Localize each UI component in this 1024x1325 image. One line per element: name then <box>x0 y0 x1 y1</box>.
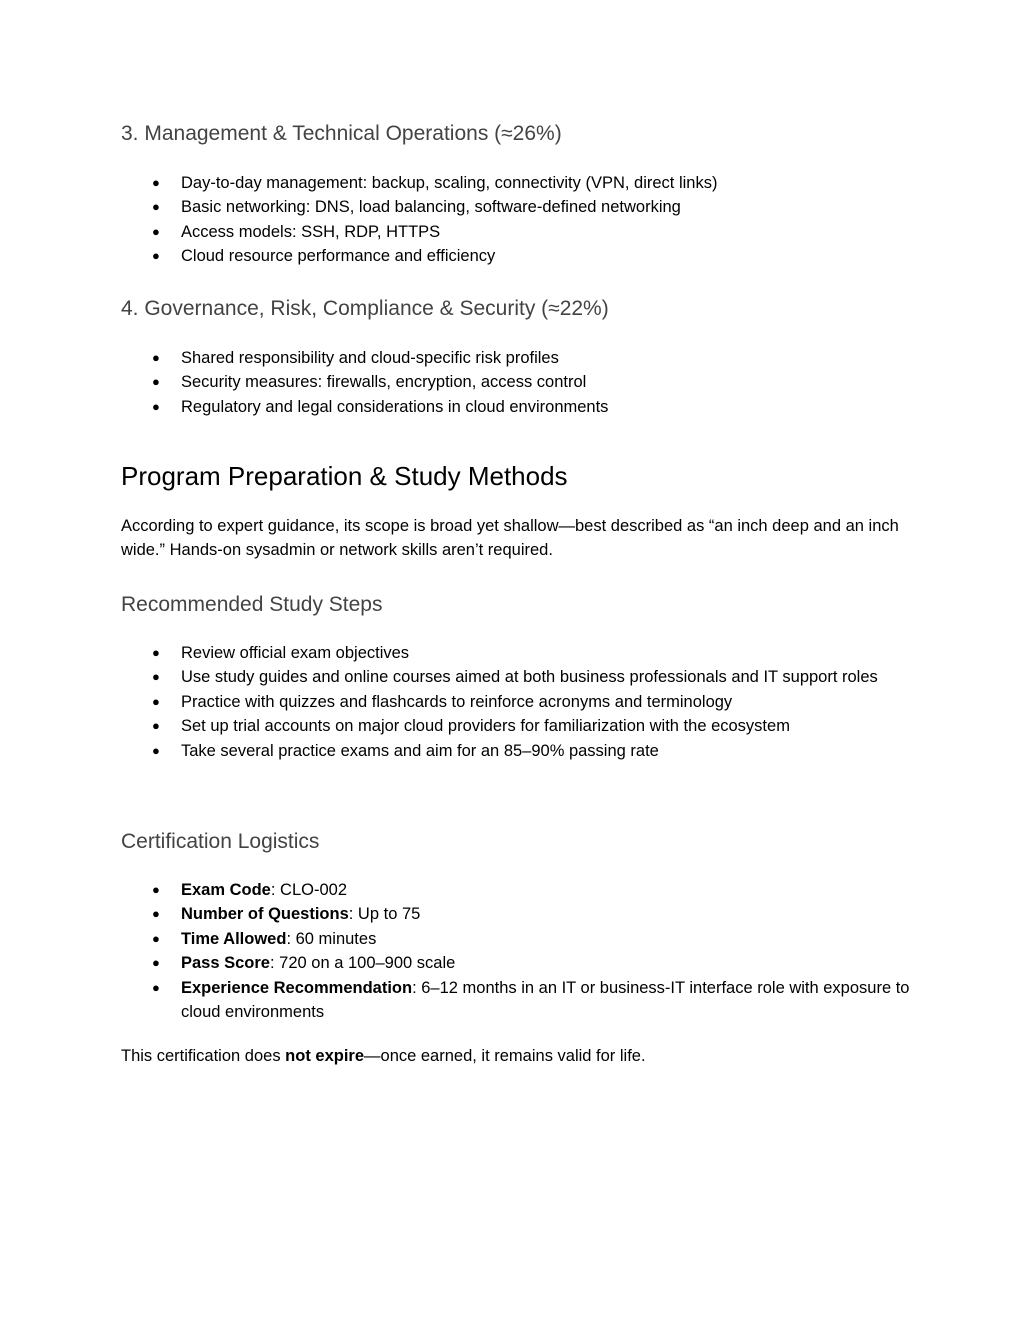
bullet-icon: ● <box>152 669 160 685</box>
item-label: Exam Code <box>181 881 271 899</box>
bullet-icon: ● <box>152 718 160 734</box>
list-item <box>121 370 921 394</box>
item-value: : Up to 75 <box>348 905 421 924</box>
list-item <box>121 714 921 738</box>
list-item-text: Set up trial accounts on major cloud providers for familiarization with the ecosystem <box>181 717 790 736</box>
section-heading-management: 3. Management & Technical Operations (≈26%) <box>121 122 562 145</box>
list-item <box>121 690 921 714</box>
bullet-list-management <box>121 171 921 269</box>
list-item <box>121 244 921 268</box>
list-item <box>121 195 921 219</box>
bullet-icon: ● <box>152 398 160 414</box>
section-heading-governance: 4. Governance, Risk, Compliance & Security (≈22%) <box>121 297 609 320</box>
list-item-text: Take several practice exams and aim for an 85–90% passing rate <box>181 741 659 760</box>
bullet-icon: ● <box>152 350 160 365</box>
closing-text-after: —once earned, it remains valid for life. <box>364 1047 646 1065</box>
list-item <box>121 902 921 926</box>
section-heading-preparation: Program Preparation & Study Methods <box>121 461 568 491</box>
item-label: Number of Questions <box>181 905 349 924</box>
list-item-text: Use study guides and online courses aimed at both business professionals and IT support roles <box>181 668 878 687</box>
closing-text-before: This certification does <box>121 1047 286 1065</box>
list-item <box>121 739 921 763</box>
list-item <box>121 927 921 951</box>
closing-text-bold: not expire <box>285 1047 365 1065</box>
bullet-icon: ● <box>152 906 160 922</box>
bullet-icon: ● <box>152 248 160 264</box>
section-heading-logistics: Certification Logistics <box>121 830 320 853</box>
bullet-list-study-steps <box>121 641 921 763</box>
item-value: : 720 on a 100–900 scale <box>269 954 456 973</box>
list-item-text: Access models: SSH, RDP, HTTPS <box>181 222 441 241</box>
list-item <box>121 878 921 902</box>
item-label: Time Allowed <box>181 929 287 948</box>
list-item-text: Practice with quizzes and flashcards to reinforce acronyms and terminology <box>181 692 733 711</box>
bullet-icon: ● <box>152 742 160 758</box>
item-label: Experience Recommendation <box>181 978 413 997</box>
section-heading-study-steps: Recommended Study Steps <box>121 593 383 616</box>
paragraph-preparation: According to expert guidance, its scope is broad yet shallow—best described as “an inch deep and an inch wide.” Hands-on sysadmin or network skills aren’t required. <box>121 517 899 560</box>
bullet-list-governance <box>121 346 921 419</box>
bullet-icon: ● <box>152 175 160 190</box>
list-item-text: Day-to-day management: backup, scaling, connectivity (VPN, direct links) <box>181 174 718 192</box>
bullet-icon: ● <box>152 882 160 897</box>
bullet-icon: ● <box>152 955 160 971</box>
bullet-icon: ● <box>152 199 160 215</box>
bullet-icon: ● <box>152 693 160 709</box>
item-value: : CLO-002 <box>270 881 347 899</box>
list-item-text: Review official exam objectives <box>181 644 410 662</box>
list-item <box>121 976 921 1025</box>
bullet-icon: ● <box>152 930 160 946</box>
list-item <box>121 665 921 689</box>
bullet-list-logistics <box>121 878 921 1024</box>
closing-paragraph <box>121 1044 901 1068</box>
list-item-text: Regulatory and legal considerations in cloud environments <box>181 397 609 416</box>
list-item-text: Cloud resource performance and efficiency <box>181 247 496 266</box>
list-item-text: Shared responsibility and cloud-specific risk profiles <box>181 349 559 367</box>
list-item <box>121 171 921 195</box>
bullet-icon: ● <box>152 223 160 239</box>
item-label: Pass Score <box>181 954 270 973</box>
bullet-icon: ● <box>152 374 160 390</box>
item-value: : 6–12 months in an IT or business-IT interface role with exposure to cloud environments <box>181 978 910 1022</box>
list-item-text: Basic networking: DNS, load balancing, software-defined networking <box>181 198 681 217</box>
list-item <box>121 395 921 419</box>
bullet-icon: ● <box>152 979 160 995</box>
list-item <box>121 951 921 975</box>
list-item <box>121 220 921 244</box>
list-item-text: Security measures: firewalls, encryption, access control <box>181 373 587 392</box>
list-item <box>121 346 921 370</box>
list-item <box>121 641 921 665</box>
item-value: : 60 minutes <box>286 929 377 948</box>
bullet-icon: ● <box>152 645 160 660</box>
